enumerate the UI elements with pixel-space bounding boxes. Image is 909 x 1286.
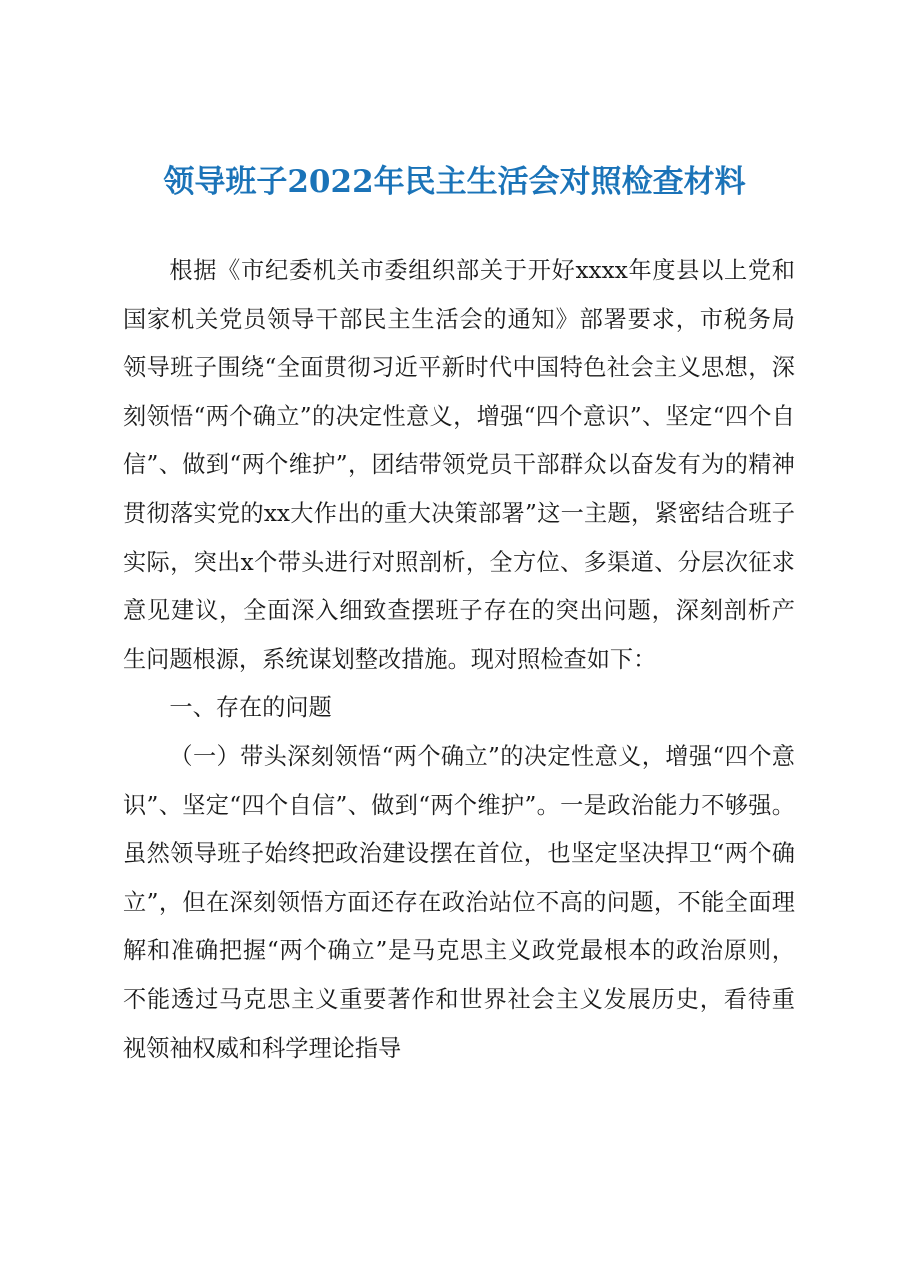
- document-title: 领导班子2022年民主生活会对照检查材料: [163, 164, 746, 200]
- document-body: [123, 247, 795, 1073]
- paragraph-issue-1: （一）带头深刻领悟“两个确立”的决定性意义，增强“四个意识”、坚定“四个自信”、做到“两个维护”。一是政治能力不够强。虽然领导班子始终把政治建设摆在首位，也坚定坚决捍卫“两个确立”，但在深刻领悟方面还存在政治站位不高的问题，不能全面理解和准确把握“两个确立”是马克思主义政党最根本的政治原则，不能透过马克思主义重要著作和世界社会主义发展历史，看待重视领袖权威和科学理论指导: [123, 742, 795, 1062]
- paragraph-intro: 根据《市纪委机关市委组织部关于开好xxxx年度县以上党和国家机关党员领导干部民主生活会的通知》部署要求，市税务局领导班子围绕“全面贯彻习近平新时代中国特色社会主义思想，深刻领悟“两个确立”的决定性意义，增强“四个意识”、坚定“四个自信”、做到“两个维护”，团结带领党员干部群众以奋发有为的精神贯彻落实党的xx大作出的重大决策部署”这一主题，紧密结合班子实际，突出x个带头进行对照剖析，全方位、多渠道、分层次征求意见建议，全面深入细致查摆班子存在的突出问题，深刻剖析产生问题根源，系统谋划整改措施。现对照检查如下：: [123, 257, 795, 673]
- section-heading: 一、存在的问题: [169, 694, 332, 722]
